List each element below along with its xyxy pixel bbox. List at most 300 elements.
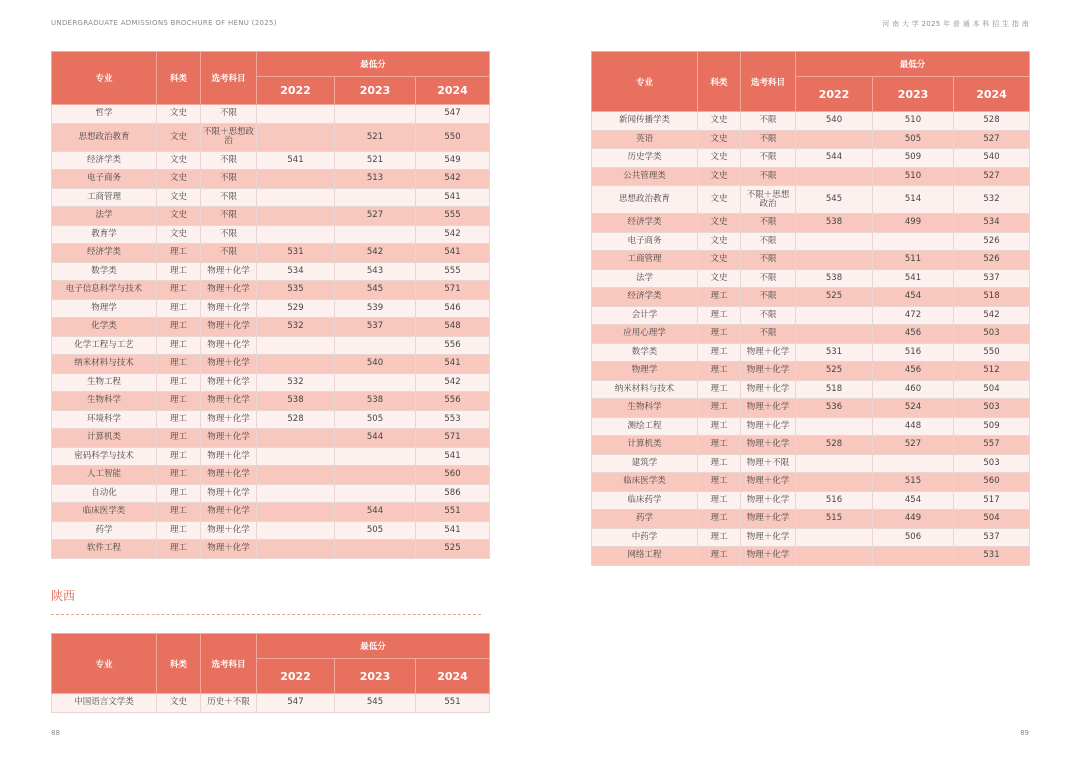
cell-category: 文史 bbox=[157, 105, 201, 124]
cell-category: 文史 bbox=[157, 151, 201, 170]
cell-score-2023: 460 bbox=[873, 380, 954, 399]
cell-category: 理工 bbox=[698, 362, 741, 381]
table-row bbox=[52, 188, 490, 207]
col-header-major: 专业 bbox=[52, 634, 157, 694]
cell-subjects: 不限 bbox=[741, 130, 796, 149]
col-header-major: 专业 bbox=[592, 52, 698, 112]
section-divider bbox=[51, 614, 481, 615]
cell-score-2022: 516 bbox=[796, 491, 873, 510]
cell-category: 理工 bbox=[157, 392, 201, 411]
cell-score-2022 bbox=[257, 123, 335, 151]
cell-score-2024: 571 bbox=[416, 429, 490, 448]
cell-subjects: 物理＋化学 bbox=[741, 510, 796, 529]
cell-score-2023: 540 bbox=[335, 355, 416, 374]
cell-score-2023: 542 bbox=[335, 244, 416, 263]
cell-category: 文史 bbox=[157, 207, 201, 226]
table-row bbox=[592, 112, 1030, 131]
cell-category: 文史 bbox=[698, 167, 741, 186]
cell-major: 法学 bbox=[592, 269, 698, 288]
cell-major: 建筑学 bbox=[592, 454, 698, 473]
cell-category: 理工 bbox=[157, 466, 201, 485]
cell-major: 临床药学 bbox=[592, 491, 698, 510]
cell-score-2022 bbox=[796, 306, 873, 325]
cell-major: 工商管理 bbox=[52, 188, 157, 207]
table-row bbox=[52, 336, 490, 355]
table-row bbox=[592, 510, 1030, 529]
cell-score-2022 bbox=[257, 521, 335, 540]
col-header-min-score: 最低分 bbox=[796, 52, 1030, 77]
table-row bbox=[52, 521, 490, 540]
cell-category: 文史 bbox=[157, 225, 201, 244]
cell-category: 文史 bbox=[698, 269, 741, 288]
cell-subjects: 物理＋化学 bbox=[741, 473, 796, 492]
cell-subjects: 不限 bbox=[201, 170, 257, 189]
cell-score-2022: 531 bbox=[796, 343, 873, 362]
table-row bbox=[592, 186, 1030, 214]
cell-score-2024: 560 bbox=[416, 466, 490, 485]
cell-subjects: 不限＋思想政治 bbox=[201, 123, 257, 151]
cell-score-2024: 503 bbox=[954, 399, 1030, 418]
cell-score-2024: 532 bbox=[954, 186, 1030, 214]
cell-score-2022 bbox=[796, 232, 873, 251]
cell-score-2024: 541 bbox=[416, 355, 490, 374]
cell-score-2022 bbox=[257, 503, 335, 522]
cell-major: 临床医学类 bbox=[592, 473, 698, 492]
col-header-year-2023: 2023 bbox=[873, 77, 954, 112]
cell-score-2022: 541 bbox=[257, 151, 335, 170]
cell-score-2024: 541 bbox=[416, 447, 490, 466]
cell-score-2022 bbox=[257, 225, 335, 244]
table-row bbox=[52, 447, 490, 466]
cell-score-2022: 525 bbox=[796, 362, 873, 381]
cell-score-2024: 549 bbox=[416, 151, 490, 170]
cell-score-2022: 536 bbox=[796, 399, 873, 418]
table-row bbox=[592, 454, 1030, 473]
cell-score-2024: 550 bbox=[954, 343, 1030, 362]
table-row bbox=[592, 399, 1030, 418]
col-header-major: 专业 bbox=[52, 52, 157, 105]
cell-subjects: 物理＋化学 bbox=[201, 281, 257, 300]
col-header-year-2024: 2024 bbox=[954, 77, 1030, 112]
cell-score-2024: 526 bbox=[954, 251, 1030, 270]
col-header-category: 科类 bbox=[157, 52, 201, 105]
cell-major: 会计学 bbox=[592, 306, 698, 325]
cell-score-2024: 504 bbox=[954, 510, 1030, 529]
cell-score-2023: 515 bbox=[873, 473, 954, 492]
cell-score-2024: 541 bbox=[416, 244, 490, 263]
cell-subjects: 不限 bbox=[201, 188, 257, 207]
cell-major: 自动化 bbox=[52, 484, 157, 503]
cell-subjects: 物理＋化学 bbox=[741, 547, 796, 566]
cell-score-2022 bbox=[257, 484, 335, 503]
cell-score-2023: 537 bbox=[335, 318, 416, 337]
cell-score-2024: 512 bbox=[954, 362, 1030, 381]
cell-score-2022: 535 bbox=[257, 281, 335, 300]
cell-subjects: 物理＋化学 bbox=[741, 417, 796, 436]
cell-score-2022 bbox=[257, 336, 335, 355]
cell-category: 理工 bbox=[698, 473, 741, 492]
cell-category: 理工 bbox=[157, 336, 201, 355]
cell-score-2023: 524 bbox=[873, 399, 954, 418]
cell-score-2023: 527 bbox=[873, 436, 954, 455]
cell-score-2024: 557 bbox=[954, 436, 1030, 455]
score-table-left bbox=[51, 51, 490, 559]
cell-score-2022 bbox=[257, 105, 335, 124]
table-row bbox=[52, 244, 490, 263]
cell-subjects: 物理＋化学 bbox=[201, 262, 257, 281]
cell-major: 密码科学与技术 bbox=[52, 447, 157, 466]
cell-score-2024: 546 bbox=[416, 299, 490, 318]
cell-score-2024: 526 bbox=[954, 232, 1030, 251]
cell-score-2024: 527 bbox=[954, 167, 1030, 186]
cell-score-2023: 454 bbox=[873, 288, 954, 307]
col-header-year-2022: 2022 bbox=[257, 659, 335, 694]
cell-subjects: 不限 bbox=[741, 232, 796, 251]
cell-score-2022 bbox=[796, 325, 873, 344]
table-row bbox=[52, 318, 490, 337]
cell-subjects: 物理＋化学 bbox=[201, 447, 257, 466]
cell-score-2022: 525 bbox=[796, 288, 873, 307]
cell-score-2023 bbox=[335, 336, 416, 355]
cell-score-2023 bbox=[335, 540, 416, 559]
cell-subjects: 物理＋不限 bbox=[741, 454, 796, 473]
cell-category: 理工 bbox=[157, 521, 201, 540]
col-header-min-score: 最低分 bbox=[257, 634, 490, 659]
col-header-year-2024: 2024 bbox=[416, 659, 490, 694]
table-row bbox=[592, 473, 1030, 492]
cell-score-2024: 525 bbox=[416, 540, 490, 559]
cell-score-2024: 537 bbox=[954, 528, 1030, 547]
cell-score-2024: 556 bbox=[416, 336, 490, 355]
cell-category: 理工 bbox=[698, 306, 741, 325]
col-header-year-2023: 2023 bbox=[335, 659, 416, 694]
cell-score-2022 bbox=[796, 473, 873, 492]
cell-category: 文史 bbox=[698, 186, 741, 214]
cell-category: 文史 bbox=[698, 214, 741, 233]
cell-category: 理工 bbox=[157, 540, 201, 559]
cell-subjects: 不限 bbox=[201, 225, 257, 244]
cell-category: 理工 bbox=[698, 454, 741, 473]
cell-subjects: 物理＋化学 bbox=[201, 466, 257, 485]
cell-major: 思想政治教育 bbox=[592, 186, 698, 214]
cell-category: 理工 bbox=[157, 318, 201, 337]
cell-major: 测绘工程 bbox=[592, 417, 698, 436]
cell-score-2024: 540 bbox=[954, 149, 1030, 168]
cell-category: 理工 bbox=[157, 244, 201, 263]
cell-score-2022: 531 bbox=[257, 244, 335, 263]
cell-score-2023: 544 bbox=[335, 429, 416, 448]
cell-score-2022 bbox=[796, 454, 873, 473]
cell-category: 文史 bbox=[157, 694, 201, 713]
cell-major: 电子商务 bbox=[592, 232, 698, 251]
cell-subjects: 不限 bbox=[201, 105, 257, 124]
table-row bbox=[592, 130, 1030, 149]
cell-major: 环境科学 bbox=[52, 410, 157, 429]
cell-score-2024: 542 bbox=[416, 225, 490, 244]
cell-score-2024: 548 bbox=[416, 318, 490, 337]
cell-score-2023: 521 bbox=[335, 123, 416, 151]
cell-subjects: 不限 bbox=[741, 269, 796, 288]
cell-score-2024: 503 bbox=[954, 325, 1030, 344]
table-row bbox=[52, 540, 490, 559]
cell-score-2023 bbox=[873, 454, 954, 473]
cell-subjects: 不限 bbox=[741, 251, 796, 270]
cell-score-2024: 504 bbox=[954, 380, 1030, 399]
table-row bbox=[52, 355, 490, 374]
table-row bbox=[52, 410, 490, 429]
cell-category: 文史 bbox=[698, 232, 741, 251]
table-row bbox=[592, 214, 1030, 233]
cell-score-2023: 541 bbox=[873, 269, 954, 288]
cell-category: 理工 bbox=[698, 528, 741, 547]
cell-score-2024: 547 bbox=[416, 105, 490, 124]
cell-major: 纳米材料与技术 bbox=[52, 355, 157, 374]
cell-subjects: 物理＋化学 bbox=[201, 540, 257, 559]
cell-major: 软件工程 bbox=[52, 540, 157, 559]
cell-score-2023: 513 bbox=[335, 170, 416, 189]
cell-score-2023: 505 bbox=[335, 521, 416, 540]
cell-subjects: 物理＋化学 bbox=[201, 318, 257, 337]
cell-score-2023 bbox=[335, 188, 416, 207]
cell-major: 历史学类 bbox=[592, 149, 698, 168]
cell-major: 中药学 bbox=[592, 528, 698, 547]
cell-major: 工商管理 bbox=[592, 251, 698, 270]
cell-score-2023: 545 bbox=[335, 281, 416, 300]
cell-score-2023 bbox=[335, 484, 416, 503]
cell-major: 物理学 bbox=[592, 362, 698, 381]
cell-score-2022: 532 bbox=[257, 373, 335, 392]
col-header-category: 科类 bbox=[698, 52, 741, 112]
col-header-min-score: 最低分 bbox=[257, 52, 490, 77]
cell-category: 理工 bbox=[698, 325, 741, 344]
cell-category: 理工 bbox=[157, 373, 201, 392]
cell-subjects: 不限 bbox=[741, 167, 796, 186]
cell-score-2023: 539 bbox=[335, 299, 416, 318]
table-row bbox=[52, 170, 490, 189]
cell-score-2024: 534 bbox=[954, 214, 1030, 233]
cell-category: 理工 bbox=[698, 510, 741, 529]
cell-score-2022 bbox=[257, 207, 335, 226]
cell-score-2023: 499 bbox=[873, 214, 954, 233]
table-row bbox=[52, 281, 490, 300]
cell-score-2022 bbox=[257, 170, 335, 189]
cell-score-2024: 542 bbox=[954, 306, 1030, 325]
cell-score-2022: 538 bbox=[796, 214, 873, 233]
col-header-year-2024: 2024 bbox=[416, 77, 490, 105]
cell-score-2024: 551 bbox=[416, 503, 490, 522]
cell-major: 临床医学类 bbox=[52, 503, 157, 522]
cell-category: 文史 bbox=[698, 149, 741, 168]
cell-score-2024: 556 bbox=[416, 392, 490, 411]
cell-major: 生物科学 bbox=[592, 399, 698, 418]
cell-score-2022: 540 bbox=[796, 112, 873, 131]
section-title-shaanxi: 陕西 bbox=[51, 589, 76, 603]
cell-subjects: 物理＋化学 bbox=[201, 336, 257, 355]
cell-score-2024: 527 bbox=[954, 130, 1030, 149]
cell-subjects: 不限 bbox=[741, 214, 796, 233]
table-row bbox=[592, 528, 1030, 547]
cell-major: 公共管理类 bbox=[592, 167, 698, 186]
cell-score-2022 bbox=[257, 447, 335, 466]
cell-score-2024: 542 bbox=[416, 170, 490, 189]
cell-score-2024: 509 bbox=[954, 417, 1030, 436]
col-header-subjects: 选考科目 bbox=[741, 52, 796, 112]
cell-category: 理工 bbox=[698, 417, 741, 436]
cell-score-2023: 514 bbox=[873, 186, 954, 214]
table-row bbox=[52, 225, 490, 244]
cell-category: 理工 bbox=[698, 399, 741, 418]
cell-major: 思想政治教育 bbox=[52, 123, 157, 151]
cell-subjects: 物理＋化学 bbox=[741, 362, 796, 381]
cell-score-2023: 543 bbox=[335, 262, 416, 281]
cell-score-2022 bbox=[257, 540, 335, 559]
table-row bbox=[52, 466, 490, 485]
cell-major: 纳米材料与技术 bbox=[592, 380, 698, 399]
cell-category: 理工 bbox=[698, 380, 741, 399]
running-header-left: UNDERGRADUATE ADMISSIONS BROCHURE OF HENU (2025) bbox=[51, 19, 277, 27]
cell-score-2022: 528 bbox=[257, 410, 335, 429]
table-row bbox=[52, 299, 490, 318]
table-row bbox=[52, 373, 490, 392]
cell-major: 化学类 bbox=[52, 318, 157, 337]
table-row bbox=[592, 362, 1030, 381]
table-row bbox=[592, 288, 1030, 307]
cell-score-2023 bbox=[335, 225, 416, 244]
cell-category: 理工 bbox=[157, 429, 201, 448]
table-row bbox=[52, 694, 490, 713]
cell-score-2022: 538 bbox=[257, 392, 335, 411]
cell-score-2023: 510 bbox=[873, 112, 954, 131]
cell-subjects: 不限＋思想政治 bbox=[741, 186, 796, 214]
cell-major: 新闻传播学类 bbox=[592, 112, 698, 131]
cell-major: 药学 bbox=[52, 521, 157, 540]
cell-score-2022: 518 bbox=[796, 380, 873, 399]
cell-subjects: 不限 bbox=[741, 149, 796, 168]
cell-major: 英语 bbox=[592, 130, 698, 149]
table-row bbox=[592, 491, 1030, 510]
cell-major: 应用心理学 bbox=[592, 325, 698, 344]
cell-score-2022 bbox=[257, 429, 335, 448]
table-row bbox=[52, 151, 490, 170]
cell-score-2023: 506 bbox=[873, 528, 954, 547]
cell-subjects: 物理＋化学 bbox=[741, 491, 796, 510]
cell-category: 理工 bbox=[157, 281, 201, 300]
cell-category: 理工 bbox=[157, 299, 201, 318]
cell-score-2023: 527 bbox=[335, 207, 416, 226]
cell-score-2024: 531 bbox=[954, 547, 1030, 566]
cell-score-2024: 586 bbox=[416, 484, 490, 503]
cell-score-2023: 521 bbox=[335, 151, 416, 170]
cell-score-2022: 515 bbox=[796, 510, 873, 529]
cell-major: 数学类 bbox=[592, 343, 698, 362]
cell-score-2024: 550 bbox=[416, 123, 490, 151]
cell-category: 文史 bbox=[157, 123, 201, 151]
table-row bbox=[592, 167, 1030, 186]
cell-major: 人工智能 bbox=[52, 466, 157, 485]
cell-category: 理工 bbox=[157, 503, 201, 522]
cell-major: 经济学类 bbox=[52, 244, 157, 263]
cell-subjects: 物理＋化学 bbox=[201, 410, 257, 429]
cell-major: 电子信息科学与技术 bbox=[52, 281, 157, 300]
cell-score-2023: 538 bbox=[335, 392, 416, 411]
cell-score-2024: 541 bbox=[416, 188, 490, 207]
table-row bbox=[52, 207, 490, 226]
table-row bbox=[592, 251, 1030, 270]
cell-major: 教育学 bbox=[52, 225, 157, 244]
table-row bbox=[592, 149, 1030, 168]
cell-major: 经济学类 bbox=[592, 214, 698, 233]
cell-subjects: 物理＋化学 bbox=[201, 503, 257, 522]
cell-category: 理工 bbox=[157, 262, 201, 281]
cell-category: 理工 bbox=[698, 436, 741, 455]
cell-score-2023 bbox=[335, 447, 416, 466]
cell-major: 物理学 bbox=[52, 299, 157, 318]
cell-category: 文史 bbox=[698, 130, 741, 149]
cell-subjects: 物理＋化学 bbox=[741, 343, 796, 362]
cell-score-2023: 516 bbox=[873, 343, 954, 362]
cell-score-2022: 544 bbox=[796, 149, 873, 168]
page-number-left: 88 bbox=[51, 729, 60, 737]
cell-score-2022 bbox=[796, 251, 873, 270]
cell-category: 文史 bbox=[698, 112, 741, 131]
cell-subjects: 物理＋化学 bbox=[741, 436, 796, 455]
cell-score-2024: 555 bbox=[416, 207, 490, 226]
table-row bbox=[592, 417, 1030, 436]
table-row bbox=[592, 380, 1030, 399]
cell-subjects: 不限 bbox=[741, 325, 796, 344]
running-header-right: 河 南 大 学 2025 年 普 通 本 科 招 生 指 南 bbox=[882, 20, 1029, 28]
cell-score-2022 bbox=[796, 417, 873, 436]
cell-score-2023: 505 bbox=[873, 130, 954, 149]
cell-subjects: 物理＋化学 bbox=[201, 429, 257, 448]
cell-major: 哲学 bbox=[52, 105, 157, 124]
cell-score-2024: 537 bbox=[954, 269, 1030, 288]
cell-score-2024: 528 bbox=[954, 112, 1030, 131]
cell-major: 中国语言文学类 bbox=[52, 694, 157, 713]
cell-major: 计算机类 bbox=[52, 429, 157, 448]
cell-score-2023: 509 bbox=[873, 149, 954, 168]
cell-score-2022 bbox=[257, 355, 335, 374]
cell-score-2024: 551 bbox=[416, 694, 490, 713]
cell-major: 电子商务 bbox=[52, 170, 157, 189]
cell-score-2022: 545 bbox=[796, 186, 873, 214]
cell-subjects: 物理＋化学 bbox=[201, 299, 257, 318]
col-header-year-2022: 2022 bbox=[257, 77, 335, 105]
cell-score-2024: 571 bbox=[416, 281, 490, 300]
cell-score-2023: 544 bbox=[335, 503, 416, 522]
cell-score-2023: 545 bbox=[335, 694, 416, 713]
cell-subjects: 物理＋化学 bbox=[201, 521, 257, 540]
cell-subjects: 不限 bbox=[741, 112, 796, 131]
cell-score-2023: 448 bbox=[873, 417, 954, 436]
cell-score-2022 bbox=[796, 528, 873, 547]
cell-score-2022 bbox=[257, 188, 335, 207]
cell-category: 理工 bbox=[157, 410, 201, 429]
cell-major: 药学 bbox=[592, 510, 698, 529]
cell-score-2022: 534 bbox=[257, 262, 335, 281]
cell-score-2023 bbox=[873, 232, 954, 251]
cell-category: 文史 bbox=[157, 170, 201, 189]
cell-subjects: 不限 bbox=[201, 151, 257, 170]
cell-category: 理工 bbox=[157, 484, 201, 503]
table-row bbox=[52, 503, 490, 522]
cell-subjects: 不限 bbox=[741, 306, 796, 325]
cell-score-2022: 529 bbox=[257, 299, 335, 318]
cell-major: 经济学类 bbox=[592, 288, 698, 307]
cell-category: 文史 bbox=[698, 251, 741, 270]
table-row bbox=[592, 436, 1030, 455]
cell-subjects: 物理＋化学 bbox=[201, 392, 257, 411]
